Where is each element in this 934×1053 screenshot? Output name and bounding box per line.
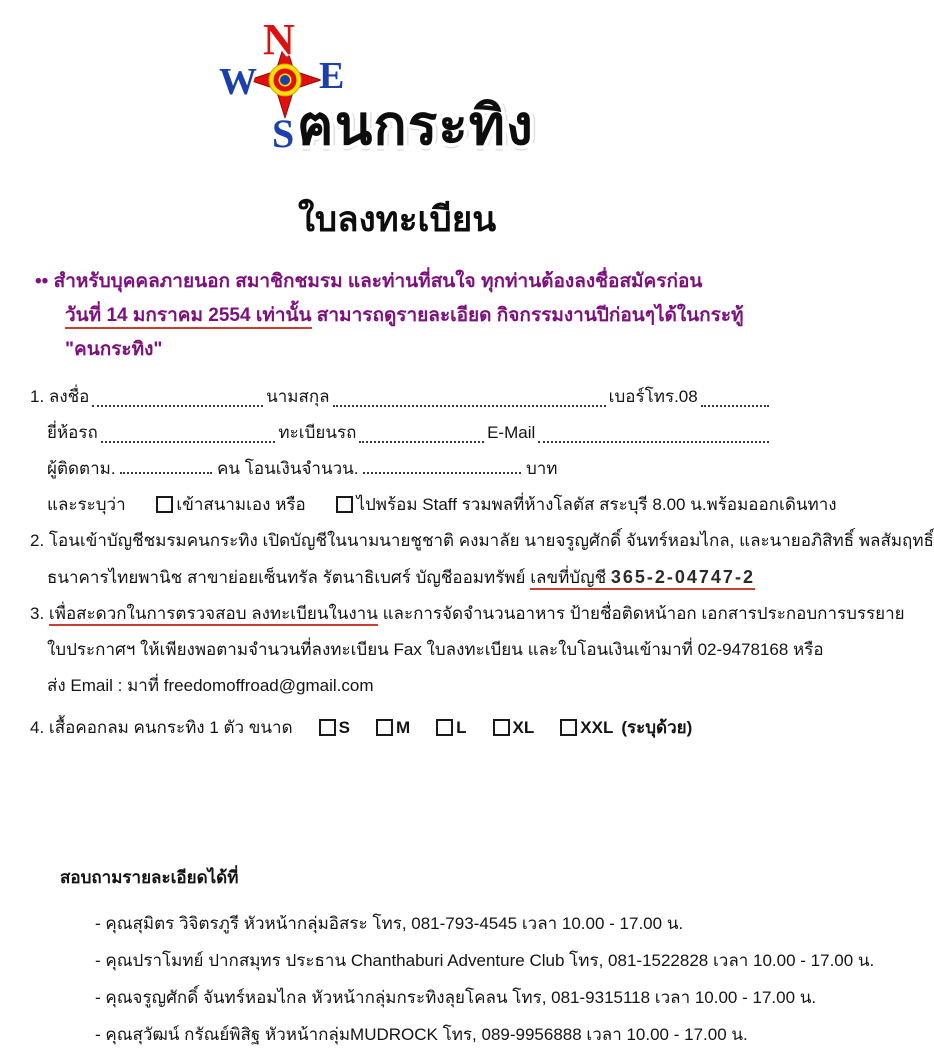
car-brand-field[interactable] <box>101 441 276 443</box>
surname-field[interactable] <box>333 405 606 407</box>
item3-line-2: ใบประกาศฯ ให้เพียงพอตามจำนวนที่ลงทะเบียน Fax ใบลงทะเบียน และใบโอนเงินเข้ามาที่ 02-9478168 หรือ <box>47 640 824 659</box>
account-label: เลขที่บัญชี <box>530 568 607 587</box>
contact-entry: - คุณปราโมทย์ ปากสมุทร ประธาน Chanthaburi Adventure Club โทร, 081-1522828 เวลา 10.00 - 17.00 น. <box>95 951 875 970</box>
followers-field[interactable] <box>120 472 212 474</box>
contact-entry: - คุณสุมิตร วิจิตรภูรี หัวหน้ากลุ่มอิสระ โทร, 081-793-4545 เวลา 10.00 - 17.00 น. <box>95 914 684 933</box>
registration-notice <box>35 265 774 367</box>
item4-shirt-row <box>30 708 772 748</box>
deadline-date: วันที่ 14 มกราคม 2554 เท่านั้น <box>65 305 312 329</box>
size-option-l: L <box>436 708 466 748</box>
compass-south-letter: S <box>272 111 295 156</box>
notice-line-1: •• สำหรับบุคคลภายนอก สมาชิกชมรม และท่านที่สนใจ ทุกท่านต้องลงชื่อสมัครก่อน <box>35 271 703 292</box>
item1-number: 1. <box>30 387 45 406</box>
checkbox-with-staff[interactable] <box>336 496 353 513</box>
car-plate-label: ทะเบียนรถ <box>278 423 357 442</box>
page-title: ใบลงทะเบียน <box>297 200 497 239</box>
registration-form <box>30 379 934 748</box>
checkbox-size-m[interactable] <box>376 719 393 736</box>
item1-followers-row <box>47 451 772 487</box>
name-label: ลงชื่อ <box>48 387 90 406</box>
car-plate-field[interactable] <box>359 441 484 443</box>
size-option-xl: XL <box>493 708 535 748</box>
contact-entry: - คุณสุวัฒน์ กรัณย์พิสิฐ หัวหน้ากลุ่มMUDROCK โทร, 089-9956888 เวลา 10.00 - 17.00 น. <box>95 1025 748 1044</box>
phone-field[interactable] <box>701 405 769 407</box>
email-field[interactable] <box>538 441 769 443</box>
email-label: E-Mail <box>487 423 536 442</box>
size-option-m: M <box>376 708 410 748</box>
item4-number: 4. <box>30 718 45 737</box>
shirt-label: เสื้อคอกลม คนกระทิง 1 ตัว ขนาด <box>48 718 293 737</box>
baht-label: บาท <box>525 459 558 478</box>
club-logo <box>0 0 794 178</box>
item3-underlined-phrase: เพื่อสะดวกในการตรวจสอบ ลงทะเบียนในงาน <box>49 604 378 626</box>
notice-bullet: •• <box>35 271 49 292</box>
checkbox-size-l[interactable] <box>436 719 453 736</box>
contact-email-address: freedomoffroad@gmail.com <box>163 676 374 695</box>
item1-car-row <box>47 415 772 451</box>
transfer-amount-field[interactable] <box>363 472 521 474</box>
item3-line-1: 3. เพื่อสะดวกในการตรวจสอบ ลงทะเบียนในงาน และการจัดจำนวนอาหาร ป้ายชื่อติดหน้าอก เอกสารประกอบการบรรยาย <box>30 596 772 632</box>
item2-line-1: 2. โอนเข้าบัญชีชมรมคนกระทิง เปิดบัญชีในนามนายชูชาติ คงมาลัย นายจรูญศักดิ์ จันทร์หอมไกล, และนายอภิสิทธิ์ พลสัมฤทธิ์ <box>30 531 934 550</box>
surname-label: นามสกุล <box>266 387 330 406</box>
followers-unit-label: คน <box>217 459 241 478</box>
compass-east-letter: E <box>319 55 345 97</box>
contact-entry: - คุณจรูญศักดิ์ จันทร์หอมไกล หัวหน้ากลุ่มกระทิงลุยโคลน โทร, 081-9315118 เวลา 10.00 - 17.00 น. <box>95 988 817 1007</box>
checkbox-size-s[interactable] <box>319 719 336 736</box>
item3-line-3 <box>47 668 772 704</box>
send-email-label: ส่ง Email : มาที่ <box>47 676 160 695</box>
item3-number: 3. <box>30 604 45 623</box>
item2-line-2: ธนาคารไทยพานิช สาขาย่อยเซ็นทรัล รัตนาธิเบศร์ บัญชีออมทรัพย์ เลขที่บัญชี 365-2-04747-2 <box>47 559 772 596</box>
checkbox-self-travel[interactable] <box>156 496 173 513</box>
contact-heading: สอบถามรายละเอียดได้ที่ <box>60 868 239 887</box>
compass-north-letter: N <box>263 15 295 64</box>
car-brand-label: ยี่ห้อรถ <box>47 423 98 442</box>
transfer-amount-label: โอนเงินจำนวน. <box>244 459 359 478</box>
option-with-staff-label: ไปพร้อม Staff รวมพลที่ห้างโลตัส สระบุรี 8.00 น.พร้อมออกเดินทาง <box>356 495 837 514</box>
bank-account <box>530 568 755 590</box>
account-number: 365-2-04747-2 <box>610 567 755 587</box>
or-label: หรือ <box>275 495 306 514</box>
contact-section <box>60 864 875 1053</box>
checkbox-size-xl[interactable] <box>493 719 510 736</box>
club-name-logo-text: ฅนกระทิง <box>297 94 534 156</box>
item1-travel-row <box>47 487 837 523</box>
option-self-travel-label: เข้าสนามเอง <box>176 495 271 514</box>
item2-number: 2. <box>30 531 45 550</box>
item1-name-row <box>30 379 772 415</box>
notice-line-2: วันที่ 14 มกราคม 2554 เท่านั้น สามารถดูรายละเอียด กิจกรรมงานปีก่อนๆได้ในกระทู้ "คนกระทิง" <box>65 305 744 360</box>
size-note: (ระบุด้วย) <box>621 718 693 737</box>
followers-label: ผู้ติดตาม. <box>47 459 116 478</box>
size-option-s: S <box>319 708 350 748</box>
compass-west-letter: W <box>219 61 257 103</box>
phone-label: เบอร์โทร.08 <box>608 387 698 406</box>
size-option-xxl: XXL <box>560 708 613 748</box>
name-field[interactable] <box>92 405 263 407</box>
specify-label: และระบุว่า <box>47 495 126 514</box>
checkbox-size-xxl[interactable] <box>560 719 577 736</box>
